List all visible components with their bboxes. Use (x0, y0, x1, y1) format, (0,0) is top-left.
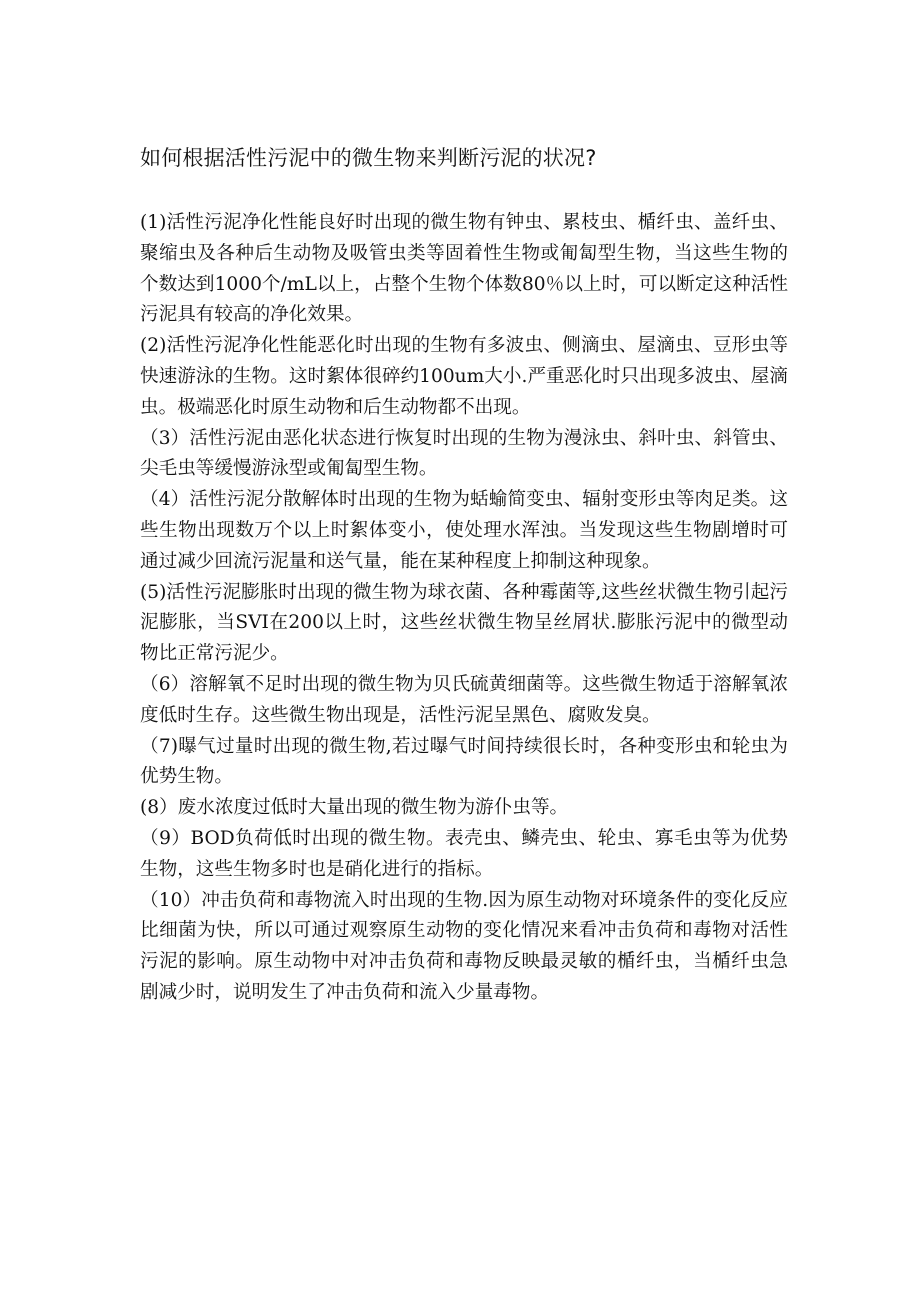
paragraph-4: （4）活性污泥分散解体时出现的生物为蛞蝓简变虫、辐射变形虫等肉足类。这些生物出现数万个以上时絮体变小，使处理水浑浊。当发现这些生物剧增时可通过减少回流污泥量和送气量，能在某种程度上抑制这种现象。 (140, 489, 788, 572)
paragraph-2: (2)活性污泥净化性能恶化时出现的生物有多波虫、侧滴虫、屋滴虫、豆形虫等快速游泳的生物。这时絮体很碎约100um大小.严重恶化时只出现多波虫、屋滴虫。极端恶化时原生动物和后生动物都不出现。 (140, 335, 788, 418)
paragraph-1: (1)活性污泥净化性能良好时出现的微生物有钟虫、累枝虫、楯纤虫、盖纤虫、聚缩虫及各种后生动物及吸管虫类等固着性生物或匍匐型生物，当这些生物的个数达到1000个/mL以上，占整个生物个体数80％以上时，可以断定这种活性污泥具有较高的净化效果。 (140, 212, 788, 326)
document-body (140, 208, 788, 1009)
document-page (140, 140, 788, 1009)
paragraph-10: （10）冲击负荷和毒物流入时出现的生物.因为原生动物对环境条件的变化反应比细菌为快，所以可通过观察原生动物的变化情况来看冲击负荷和毒物对活性污泥的影响。原生动物中对冲击负荷和毒物反映最灵敏的楯纤虫，当楯纤虫急剧减少时，说明发生了冲击负荷和流入少量毒物。 (140, 889, 788, 1003)
document-title: 如何根据活性污泥中的微生物来判断污泥的状况? (140, 146, 597, 170)
paragraph-7: （7)曝气过量时出现的微生物,若过曝气时间持续很长时，各种变形虫和轮虫为优势生物。 (140, 735, 788, 788)
paragraph-3: （3）活性污泥由恶化状态进行恢复时出现的生物为漫泳虫、斜叶虫、斜管虫、尖毛虫等缓慢游泳型或匍匐型生物。 (140, 427, 788, 480)
paragraph-6: （6）溶解氧不足时出现的微生物为贝氏硫黄细菌等。这些微生物适于溶解氧浓度低时生存。这些微生物出现是，活性污泥呈黑色、腐败发臭。 (140, 673, 788, 726)
paragraph-5: (5)活性污泥膨胀时出现的微生物为球衣菌、各种霉菌等,这些丝状微生物引起污泥膨胀，当SVI在200以上时，这些丝状微生物呈丝屑状.膨胀污泥中的微型动物比正常污泥少。 (140, 581, 788, 665)
paragraph-8: (8）废水浓度过低时大量出现的微生物为游仆虫等。 (140, 797, 569, 819)
paragraph-9: （9）BOD负荷低时出现的微生物。表壳虫、鳞壳虫、轮虫、寡毛虫等为优势生物，这些生物多时也是硝化进行的指标。 (140, 827, 788, 880)
